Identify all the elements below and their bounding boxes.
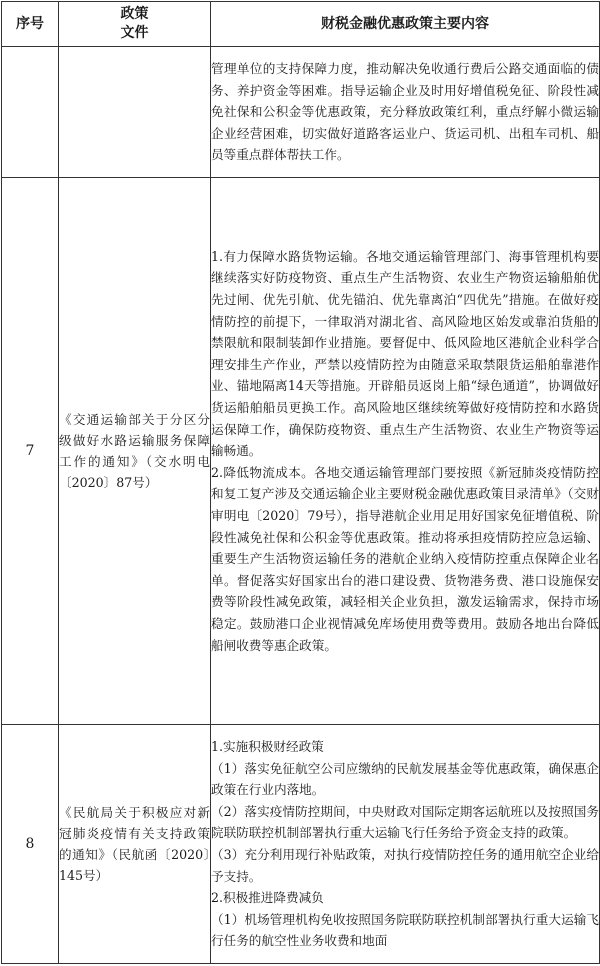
row-policy-content (211, 47, 600, 178)
header-policy-document (59, 2, 211, 47)
header-policy-content: 财税金融优惠政策主要内容 (211, 2, 600, 47)
row-policy-document: 《交通运输部关于分区分级做好水路运输服务保障工作的通知》（交水明电〔2020〕87号） (59, 178, 211, 725)
row-policy-document: 《民航局关于积极应对新冠肺炎疫情有关支持政策的通知》（民航函〔2020〕145号） (59, 725, 211, 964)
row-policy-document (59, 47, 211, 178)
content-paragraph: 1.实施积极财经政策 (211, 739, 324, 755)
row-serial-number: 8 (2, 725, 59, 964)
content-paragraph: （3）充分利用现行补贴政策，对执行疫情防控任务的通用航空企业给予支持。 (211, 847, 599, 884)
table-row (2, 178, 600, 725)
content-paragraph: （2）落实疫情防控期间，中央财政对国际定期客运航班以及按照国务院联防联控机制部署执行重大运输飞行任务给予资金支持的政策。 (211, 803, 599, 841)
content-paragraph: （1）机场管理机构免收按照国务院联防联控机制部署执行重大运输飞行任务的航空性业务收费和地面 (211, 911, 599, 949)
header-doc-line2: 文件 (120, 25, 149, 41)
header-serial-number: 序号 (2, 2, 59, 47)
content-paragraph: 管理单位的支持保障力度，推动解决免收通行费后公路交通面临的债务、养护资金等困难。指导运输企业及时用好增值税免征、阶段性减免社保和公积金等优惠政策，充分释放政策红利，重点纾解小微运输企业经营困难，切实做好道路客运业户、货运司机、出租车司机、船员等重点群体帮扶工作。 (211, 61, 599, 163)
content-paragraph: 1.有力保障水路货物运输。各地交通运输管理部门、海事管理机构要继续落实好防疫物资、重点生产生活物资、农业生产物资运输船舶优先过闸、优先引航、优先锚泊、优先靠离泊“四优先”措施。在做好疫情防控的前提下，一律取消对湖北省、高风险地区始发或靠泊货船的禁限航和限制装卸作业措施。要督促中、低风险地区港航企业科学合理安排生产作业，严禁以疫情防控为由随意采取禁限货运船舶靠港作业、锚地隔离14天等措施。开辟船员返岗上船“绿色通道”，协调做好货运船舶船员更换工作。高风险地区继续统筹做好疫情防控和水路货运保障工作，确保防疫物资、重点生产生活物资、农业生产物资等运输畅通。 (211, 248, 599, 459)
content-paragraph: （1）落实免征航空公司应缴纳的民航发展基金等优惠政策，确保惠企政策在行业内落地。 (211, 760, 599, 798)
row-serial-number: 7 (2, 178, 59, 725)
header-doc-line1: 政策 (120, 6, 149, 22)
row-serial-number (2, 47, 59, 178)
content-paragraph: 2.降低物流成本。各地交通运输管理部门要按照《新冠肺炎疫情防控和复工复产涉及交通运输企业主要财税金融优惠政策目录清单》（交财审明电〔2020〕79号），指导港航企业用足用好国家免征增值税、阶段性减免社保和公积金等优惠政策。推动将承担疫情防控应急运输、重要生产生活物资运输任务的港航企业纳入疫情防控重点保障企业名单。督促落实好国家出台的港口建设费、货物港务费、港口设施保安费等阶段性减免政策，减轻相关企业负担，激发运输需求，保持市场稳定。鼓励港口企业视情减免库场使用费等费用。鼓励各地出台降低船闸收费等惠企政策。 (211, 464, 599, 653)
table-row (2, 47, 600, 178)
table-row (2, 725, 600, 964)
row-policy-content (211, 725, 600, 964)
row-policy-content (211, 178, 600, 725)
policy-table (1, 1, 600, 964)
table-header-row (2, 2, 600, 47)
content-paragraph: 2.积极推进降费减负 (211, 890, 324, 906)
